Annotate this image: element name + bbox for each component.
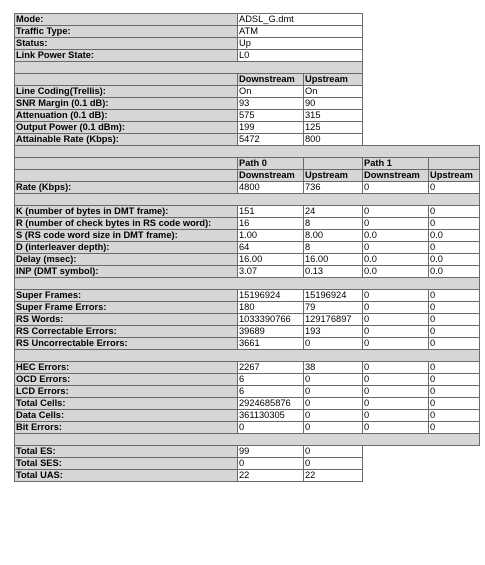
stat-value: 0.0	[429, 266, 480, 278]
line-row	[15, 122, 480, 134]
stat-value: 0	[363, 362, 429, 374]
blank-cell	[363, 50, 480, 62]
stat-value: 3.07	[238, 266, 304, 278]
section-separator	[15, 278, 480, 290]
stat-value: 1033390766	[238, 314, 304, 326]
separator-cell	[15, 278, 480, 290]
blank-cell	[363, 74, 480, 86]
upstream-value: 90	[304, 98, 363, 110]
header-blank	[15, 74, 238, 86]
upstream-value: 0	[304, 446, 363, 458]
direction-header-row	[15, 170, 480, 182]
stat-value: 0	[363, 218, 429, 230]
info-row	[15, 50, 480, 62]
stat-value: 0.0	[363, 254, 429, 266]
separator-cell	[15, 434, 480, 446]
stat-value: 0	[363, 290, 429, 302]
section-separator	[15, 434, 480, 446]
stat-value: 0	[304, 410, 363, 422]
framing-row	[15, 254, 480, 266]
stat-value: 16	[238, 218, 304, 230]
stat-label: Super Frame Errors:	[15, 302, 238, 314]
stat-value: 0	[304, 374, 363, 386]
blank-cell	[363, 122, 480, 134]
stat-value: 8	[304, 242, 363, 254]
section-separator	[15, 194, 480, 206]
stat-label: Super Frames:	[15, 290, 238, 302]
column-header-upstream: Upstream	[304, 74, 363, 86]
upstream-value: 315	[304, 110, 363, 122]
stat-value: 4800	[238, 182, 304, 194]
column-header-downstream: Downstream	[363, 170, 429, 182]
header-blank	[429, 158, 480, 170]
stat-value: 16.00	[304, 254, 363, 266]
stat-value: 0	[363, 206, 429, 218]
stat-label: Rate (Kbps):	[15, 182, 238, 194]
stat-label: INP (DMT symbol):	[15, 266, 238, 278]
stat-value: 0	[363, 374, 429, 386]
stat-value: 0	[429, 302, 480, 314]
cells-row	[15, 386, 480, 398]
rate-row	[15, 182, 480, 194]
stat-value: 0.0	[429, 254, 480, 266]
blank-cell	[363, 38, 480, 50]
separator-cell	[15, 62, 363, 74]
header-blank	[15, 170, 238, 182]
stat-label: K (number of bytes in DMT frame):	[15, 206, 238, 218]
upstream-value: 0	[304, 458, 363, 470]
info-label: Link Power State:	[15, 50, 238, 62]
blank-cell	[363, 470, 480, 482]
line-label: Attainable Rate (Kbps):	[15, 134, 238, 146]
line-row	[15, 110, 480, 122]
column-header-upstream: Upstream	[429, 170, 480, 182]
downstream-value: 93	[238, 98, 304, 110]
info-label: Status:	[15, 38, 238, 50]
stat-label: Delay (msec):	[15, 254, 238, 266]
info-label: Traffic Type:	[15, 26, 238, 38]
stat-label: R (number of check bytes in RS code word):	[15, 218, 238, 230]
stat-value: 6	[238, 386, 304, 398]
blank-cell	[363, 134, 480, 146]
stat-value: 8	[304, 218, 363, 230]
downstream-value: On	[238, 86, 304, 98]
framing-row	[15, 266, 480, 278]
stat-value: 1.00	[238, 230, 304, 242]
totals-row	[15, 446, 480, 458]
total-label: Total SES:	[15, 458, 238, 470]
frames-row	[15, 314, 480, 326]
upstream-value: On	[304, 86, 363, 98]
section-separator	[15, 350, 480, 362]
line-label: Output Power (0.1 dBm):	[15, 122, 238, 134]
separator-cell	[15, 350, 480, 362]
separator-cell	[15, 194, 480, 206]
header-blank	[15, 158, 238, 170]
stat-label: D (interleaver depth):	[15, 242, 238, 254]
total-label: Total UAS:	[15, 470, 238, 482]
stat-value: 0	[429, 206, 480, 218]
stat-value: 2924685876	[238, 398, 304, 410]
stat-value: 0	[304, 398, 363, 410]
stat-value: 15196924	[238, 290, 304, 302]
stat-value: 0	[238, 422, 304, 434]
cells-row	[15, 362, 480, 374]
stat-value: 0.0	[363, 230, 429, 242]
line-row	[15, 86, 480, 98]
total-label: Total ES:	[15, 446, 238, 458]
frames-row	[15, 338, 480, 350]
line-row	[15, 134, 480, 146]
framing-row	[15, 206, 480, 218]
stat-value: 0	[429, 338, 480, 350]
line-label: Line Coding(Trellis):	[15, 86, 238, 98]
blank-cell	[363, 98, 480, 110]
upstream-value: 125	[304, 122, 363, 134]
stat-value: 0	[363, 422, 429, 434]
info-value: L0	[238, 50, 363, 62]
upstream-value: 22	[304, 470, 363, 482]
stat-value: 193	[304, 326, 363, 338]
stat-value: 0	[429, 362, 480, 374]
cells-row	[15, 410, 480, 422]
stat-value: 0	[429, 410, 480, 422]
line-row	[15, 98, 480, 110]
stat-value: 0	[363, 326, 429, 338]
framing-row	[15, 230, 480, 242]
stat-value: 0	[363, 338, 429, 350]
stat-value: 0.0	[429, 230, 480, 242]
stat-value: 24	[304, 206, 363, 218]
stat-value: 0	[363, 410, 429, 422]
cells-row	[15, 398, 480, 410]
stat-value: 0.13	[304, 266, 363, 278]
info-value: ADSL_G.dmt	[238, 14, 363, 26]
stat-value: 0	[363, 398, 429, 410]
frames-row	[15, 290, 480, 302]
frames-row	[15, 302, 480, 314]
stat-value: 129176897	[304, 314, 363, 326]
separator-cell	[15, 146, 480, 158]
stat-value: 39689	[238, 326, 304, 338]
framing-row	[15, 242, 480, 254]
column-header-downstream: Downstream	[238, 170, 304, 182]
stat-value: 0	[429, 326, 480, 338]
stat-label: Bit Errors:	[15, 422, 238, 434]
frames-row	[15, 326, 480, 338]
stat-value: 38	[304, 362, 363, 374]
info-row	[15, 14, 480, 26]
downstream-value: 199	[238, 122, 304, 134]
stat-label: RS Words:	[15, 314, 238, 326]
section-separator	[15, 146, 480, 158]
stat-label: Total Cells:	[15, 398, 238, 410]
stat-label: LCD Errors:	[15, 386, 238, 398]
stat-value: 6	[238, 374, 304, 386]
blank-cell	[363, 26, 480, 38]
stat-value: 3661	[238, 338, 304, 350]
stat-value: 0	[363, 314, 429, 326]
info-label: Mode:	[15, 14, 238, 26]
blank-cell	[363, 110, 480, 122]
stat-value: 736	[304, 182, 363, 194]
info-row	[15, 38, 480, 50]
blank-cell	[363, 14, 480, 26]
adsl-statistics-table	[14, 13, 480, 482]
stat-value: 0	[363, 386, 429, 398]
stat-value: 0	[429, 218, 480, 230]
stat-label: Data Cells:	[15, 410, 238, 422]
column-header-upstream: Upstream	[304, 170, 363, 182]
stat-value: 0	[429, 242, 480, 254]
stat-value: 0	[304, 338, 363, 350]
stat-value: 0.0	[363, 266, 429, 278]
stat-value: 0	[429, 422, 480, 434]
downstream-value: 0	[238, 458, 304, 470]
path-0-header: Path 0	[238, 158, 304, 170]
info-value: Up	[238, 38, 363, 50]
path-1-header: Path 1	[363, 158, 429, 170]
line-label: SNR Margin (0.1 dB):	[15, 98, 238, 110]
stat-value: 0	[429, 374, 480, 386]
line-label: Attenuation (0.1 dB):	[15, 110, 238, 122]
column-header-downstream: Downstream	[238, 74, 304, 86]
stat-value: 0	[304, 386, 363, 398]
stat-label: HEC Errors:	[15, 362, 238, 374]
stat-value: 180	[238, 302, 304, 314]
blank-cell	[363, 86, 480, 98]
stat-value: 2267	[238, 362, 304, 374]
upstream-value: 800	[304, 134, 363, 146]
stat-label: OCD Errors:	[15, 374, 238, 386]
downstream-value: 5472	[238, 134, 304, 146]
blank-cell	[363, 458, 480, 470]
stat-label: RS Correctable Errors:	[15, 326, 238, 338]
stat-value: 0	[429, 386, 480, 398]
info-row	[15, 26, 480, 38]
path-header-row	[15, 158, 480, 170]
stat-value: 0	[304, 422, 363, 434]
stat-value: 0	[363, 302, 429, 314]
stat-value: 151	[238, 206, 304, 218]
framing-row	[15, 218, 480, 230]
section-separator	[15, 62, 480, 74]
downstream-value: 99	[238, 446, 304, 458]
blank-cell	[363, 446, 480, 458]
stat-value: 361130305	[238, 410, 304, 422]
downstream-value: 575	[238, 110, 304, 122]
info-value: ATM	[238, 26, 363, 38]
stat-label: S (RS code word size in DMT frame):	[15, 230, 238, 242]
stat-value: 0	[363, 182, 429, 194]
downstream-value: 22	[238, 470, 304, 482]
stat-value: 79	[304, 302, 363, 314]
cells-row	[15, 374, 480, 386]
stat-value: 15196924	[304, 290, 363, 302]
stat-value: 16.00	[238, 254, 304, 266]
stat-value: 8.00	[304, 230, 363, 242]
stat-value: 0	[429, 314, 480, 326]
totals-row	[15, 458, 480, 470]
stat-value: 0	[363, 242, 429, 254]
stat-value: 0	[429, 398, 480, 410]
blank-cell	[363, 62, 480, 74]
header-blank	[304, 158, 363, 170]
stat-label: RS Uncorrectable Errors:	[15, 338, 238, 350]
stat-value: 0	[429, 290, 480, 302]
stat-value: 64	[238, 242, 304, 254]
line-header-row	[15, 74, 480, 86]
cells-row	[15, 422, 480, 434]
totals-row	[15, 470, 480, 482]
stat-value: 0	[429, 182, 480, 194]
